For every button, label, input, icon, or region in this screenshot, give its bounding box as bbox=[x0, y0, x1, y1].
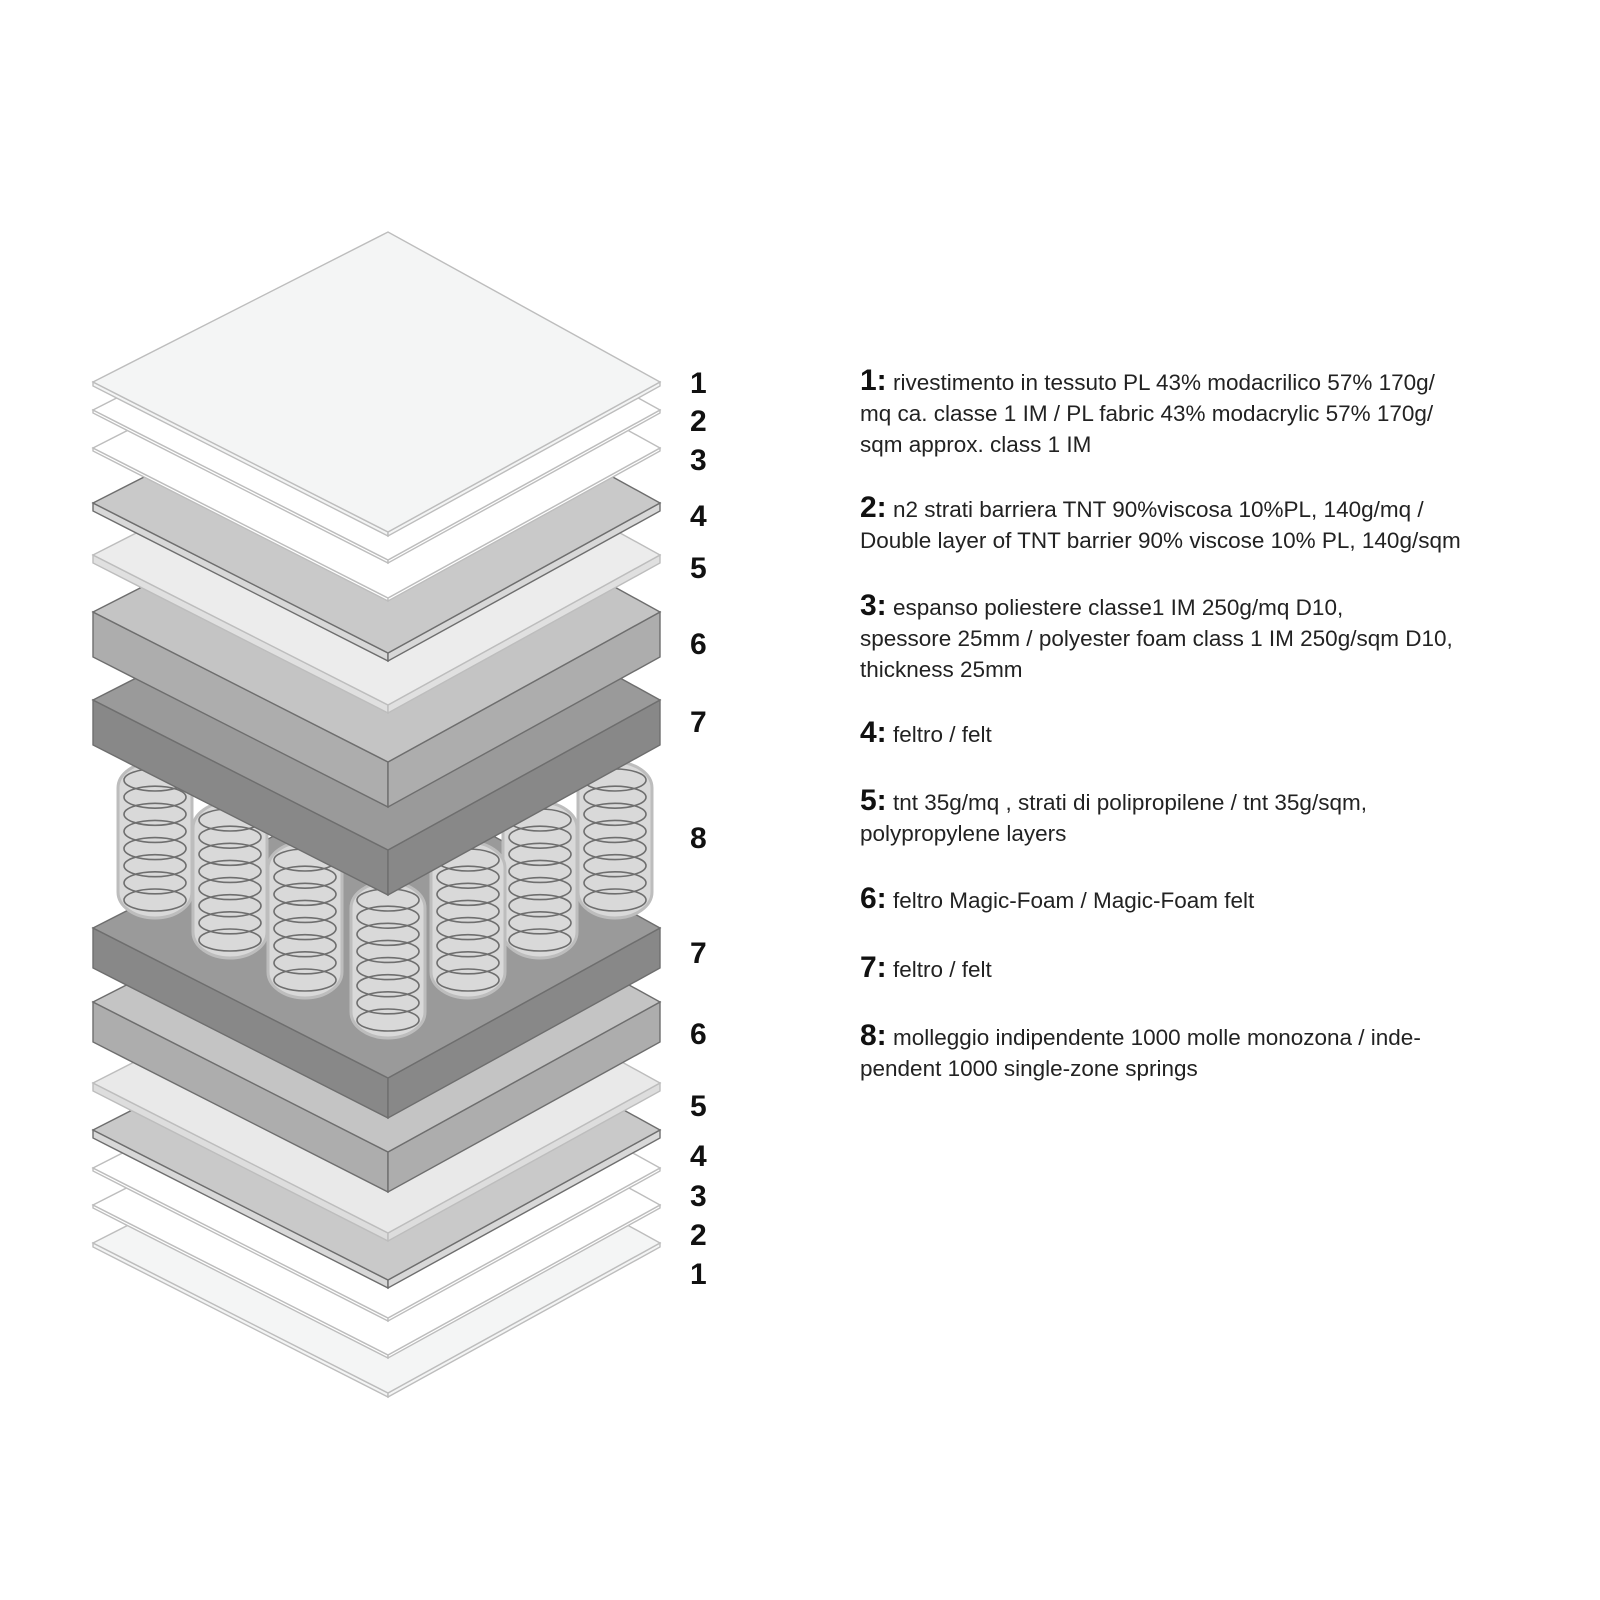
legend-key: 5: bbox=[860, 784, 887, 817]
legend-item-8 bbox=[860, 1020, 1560, 1084]
label-bottom-3: 3 bbox=[690, 1180, 707, 1213]
legend-item-7 bbox=[860, 952, 1560, 985]
label-bottom-7: 7 bbox=[690, 937, 707, 970]
legend-item-1 bbox=[860, 365, 1560, 460]
label-top-2: 2 bbox=[690, 405, 707, 438]
legend-text: rivestimento in tessuto PL 43% modacrilico 57% 170g/ mq ca. classe 1 IM / PL fabric 43% modacrylic 57% 170g/ sqm approx. class 1 IM bbox=[860, 370, 1435, 457]
label-top-4: 4 bbox=[690, 500, 707, 533]
label-bottom-1: 1 bbox=[690, 1258, 707, 1291]
label-top-6: 6 bbox=[690, 628, 707, 661]
label-bottom-2: 2 bbox=[690, 1219, 707, 1252]
legend-item-6 bbox=[860, 883, 1560, 916]
legend-key: 3: bbox=[860, 589, 887, 622]
legend-text: tnt 35g/mq , strati di polipropilene / tnt 35g/sqm, polypropylene layers bbox=[860, 790, 1367, 846]
label-bottom-5: 5 bbox=[690, 1090, 707, 1123]
label-top-7: 7 bbox=[690, 706, 707, 739]
label-core-8: 8 bbox=[690, 822, 707, 855]
legend-key: 4: bbox=[860, 716, 887, 749]
legend-key: 8: bbox=[860, 1019, 887, 1052]
legend-item-4 bbox=[860, 717, 1560, 750]
legend-key: 6: bbox=[860, 882, 887, 915]
label-bottom-6: 6 bbox=[690, 1018, 707, 1051]
legend-text: feltro / felt bbox=[892, 957, 992, 982]
legend-text: espanso poliestere classe1 IM 250g/mq D10, spessore 25mm / polyester foam class 1 IM 250g/sqm D10, thickness 25mm bbox=[860, 595, 1453, 682]
legend-text: feltro / felt bbox=[892, 722, 992, 747]
label-bottom-4: 4 bbox=[690, 1140, 707, 1173]
label-top-1: 1 bbox=[690, 367, 707, 400]
legend-item-2 bbox=[860, 492, 1560, 556]
legend-item-5 bbox=[860, 785, 1560, 849]
legend-key: 7: bbox=[860, 951, 887, 984]
legend-key: 1: bbox=[860, 364, 887, 397]
label-top-5: 5 bbox=[690, 552, 707, 585]
label-top-3: 3 bbox=[690, 444, 707, 477]
legend-text: feltro Magic-Foam / Magic-Foam felt bbox=[892, 888, 1255, 913]
mattress-layers-diagram bbox=[0, 0, 760, 1600]
legend-key: 2: bbox=[860, 491, 887, 524]
legend-item-3 bbox=[860, 590, 1560, 685]
legend-text: n2 strati barriera TNT 90%viscosa 10%PL, 140g/mq / Double layer of TNT barrier 90% viscose 10% PL, 140g/sqm bbox=[860, 497, 1461, 553]
legend-text: molleggio indipendente 1000 molle monozona / inde- pendent 1000 single-zone springs bbox=[860, 1025, 1421, 1081]
